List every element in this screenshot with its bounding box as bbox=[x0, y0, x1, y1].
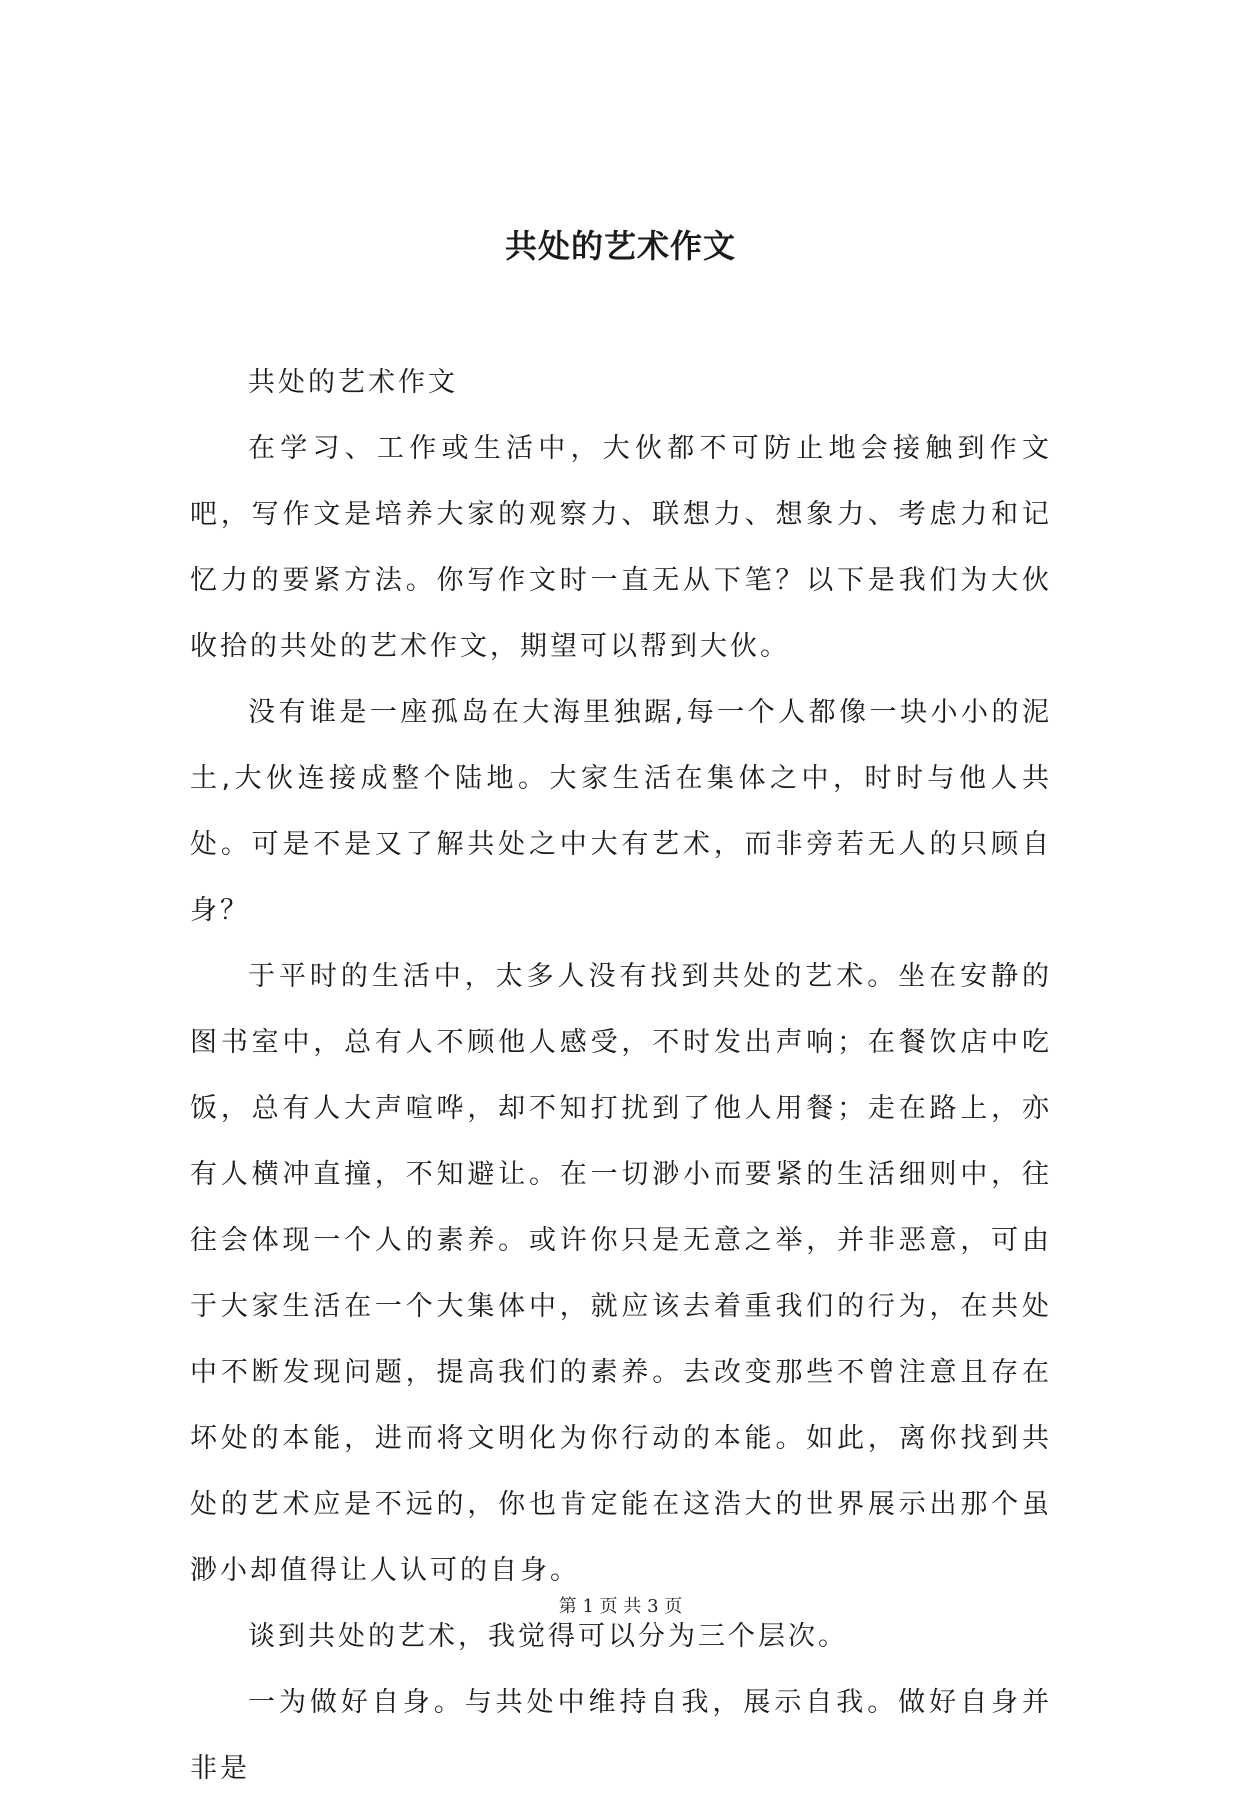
document-body bbox=[190, 350, 1052, 1802]
paragraph-first-level: 一为做好自身。与共处中维持自我，展示自我。做好自身并非是 bbox=[190, 1687, 1052, 1784]
paragraph-three-levels: 谈到共处的艺术，我觉得可以分为三个层次。 bbox=[248, 1621, 848, 1652]
paragraph-daily-life: 于平时的生活中，太多人没有找到共处的艺术。坐在安静的图书室中，总有人不顾他人感受，不时发出声响；在餐饮店中吃饭，总有人大声喧哗，却不知打扰到了他人用餐；走在路上，亦有人横冲直撞，不知避让。在一切渺小而要紧的生活细则中，往往会体现一个人的素养。或许你只是无意之举，并非恶意，可由于大家生活在一个大集体中，就应该去着重我们的行为，在共处中不断发现问题，提高我们的素养。去改变那些不曾注意且存在坏处的本能，进而将文明化为你行动的本能。如此，离你找到共处的艺术应是不远的，你也肯定能在这浩大的世界展示出那个虽渺小却值得让人认可的自身。 bbox=[190, 961, 1052, 1586]
paragraph-island: 没有谁是一座孤岛在大海里独踞,每一个人都像一块小小的泥土,大伙连接成整个陆地。大家生活在集体之中，时时与他人共处。可是不是又了解共处之中大有艺术，而非旁若无人的只顾自身？ bbox=[190, 697, 1052, 926]
paragraph-intro: 在学习、工作或生活中，大伙都不可防止地会接触到作文吧，写作文是培养大家的观察力、联想力、想象力、考虑力和记忆力的要紧方法。你写作文时一直无从下笔？以下是我们为大伙收拾的共处的艺术作文，期望可以帮到大伙。 bbox=[190, 433, 1052, 662]
document-title: 共处的艺术作文 bbox=[504, 227, 736, 265]
paragraph-subtitle: 共处的艺术作文 bbox=[248, 367, 458, 398]
page-footer: 第 1 页 共 3 页 bbox=[558, 1596, 683, 1617]
